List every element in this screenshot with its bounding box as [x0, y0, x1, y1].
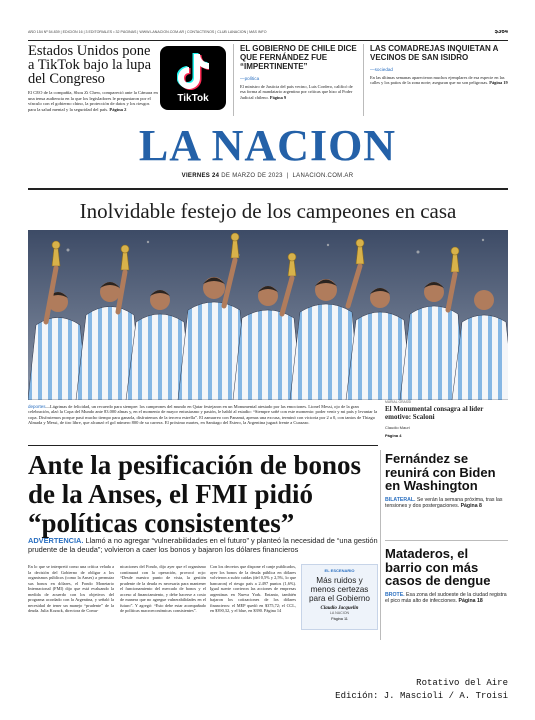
mataderos-tag: BROTE.	[385, 591, 405, 598]
caption-text: —Lágrimas de felicidad, un recuerdo para siempre: los campeones del mundo en Qatar festejaron en un Monumental atestado por las emociones. Lionel Messi, ojo de la gran celebración, alzó la Copa del Mundo ante 83.000 almas y, en el momento de mayor entusiasmo y pasión, le habló al estadio: “Siempre soñé con este momento: poder venir y mi país y levantar la copa. Disfrutemos porque pasó mucho tiempo para ganarla, disfrutemos de la tercera estrella”. El zamarreo con Panamá, apenas una excusa, terminó con victoria por 2 a 0, con tantos de Thiago Almada y Messi, de tiro libre, que alcanzó el gol número 800 de su carrera. El próximo martes, en Santiago del Estero, la Argentina jugará frente a Curazao.	[28, 404, 378, 426]
escenario-box[interactable]	[301, 564, 378, 630]
teaser-chile-title[interactable]: EL GOBIERNO DE CHILE DICE QUE FERNÁNDEZ FUE “IMPERTINENTE”	[240, 44, 357, 71]
main-headline[interactable]: Ante la pesificación de bonos de la Anses, el FMI pidió “políticas consistentes”	[28, 450, 362, 538]
print-note-line2: Edición: J. Mascioli / A. Troisi	[335, 691, 508, 701]
photo-caption	[28, 404, 378, 426]
teaser-comadrejas-body: En las últimas semanas aparecieron muchos ejemplares de esa especie en las calles y los patios de la zona norte; aseguran que no son peligrosas.	[370, 75, 505, 86]
teaser-tiktok-page: Página 2	[109, 106, 127, 112]
date-rest: DE MARZO DE 2023	[221, 173, 283, 179]
divider	[385, 540, 508, 541]
top-rule	[28, 40, 508, 41]
mataderos-story[interactable]	[385, 547, 508, 604]
main-deck	[28, 537, 378, 555]
top-info-bar	[28, 30, 508, 40]
teaser-chile-body: El ministro de Justicia del país vecino, Luis Cordero, calificó de esa forma al mandatario argentino por críticas que hizo al Poder Judicial chileno.	[240, 84, 353, 100]
escenario-source: LA NACION	[329, 611, 350, 615]
teaser-comadrejas-text	[370, 75, 508, 86]
lead-photo[interactable]	[28, 230, 508, 400]
mataderos-text	[385, 592, 508, 605]
teaser-comadrejas-section: —sociedad	[370, 67, 393, 72]
teaser-chile-page: Página 9	[269, 94, 287, 100]
mataderos-body: Esa zona del sudoeste de la ciudad registra el pico más alto de infecciones.	[385, 591, 507, 604]
teaser-tiktok-body: El CEO de la compañía, Shou Zi Chew, compareció ante la Cámara en una tensa audiencia en la que los legisladores le preguntaron por el vínculo con el gobierno chino, la protección de datos y los riesgos para la salud mental y la seguridad del país.	[28, 90, 158, 112]
price-tag: $364	[494, 30, 508, 35]
teaser-comadrejas-title[interactable]: LAS COMADREJAS INQUIETAN A VECINOS DE SAN ISIDRO	[370, 44, 499, 62]
scaloni-page: Página 4	[385, 432, 402, 438]
mataderos-title[interactable]: Mataderos, el barrio con más casos de dengue	[385, 546, 491, 588]
fernandez-title[interactable]: Fernández se reunirá con Biden en Washington	[385, 451, 496, 493]
fernandez-text	[385, 497, 508, 510]
escenario-author: Claudio Jacquelin	[320, 606, 359, 611]
teaser-chile-text	[240, 84, 358, 100]
section-rule	[28, 445, 378, 446]
edition-info: AÑO 154 Nº 54.839 | EDICIÓN 16 | 3 EDITORIALES • 32 PÁGINAS | WWW.LANACION.COM.AR | CONTACTENOS | CLUB LANACION | MÁS INFO	[28, 30, 267, 34]
print-note	[335, 677, 508, 703]
teaser-tiktok-title[interactable]: Estados Unidos pone a TikTok bajo la lupa del Congreso	[28, 43, 152, 87]
photo-credit: MARIAL GRASSI	[385, 400, 412, 404]
divider	[380, 450, 381, 640]
divider	[233, 44, 234, 116]
escenario-title[interactable]: Más ruidos y menos certezas para el Gobierno	[309, 576, 370, 603]
tiktok-note-icon	[177, 52, 209, 90]
teaser-comadrejas-page: Página 19	[489, 80, 508, 86]
teaser-chile[interactable]	[240, 44, 358, 100]
celebration-photo	[28, 230, 508, 400]
teaser-comadrejas[interactable]	[370, 44, 508, 86]
main-deck-text: Llamó a no agregar “vulnerabilidades en el futuro” y planteó la necesidad de “una gestión prudente de la deuda”; volvieron a caer los bonos y bajaron los dólares financieros	[28, 536, 378, 554]
teaser-chile-section: —política	[240, 76, 260, 81]
tiktok-logo-text: TikTok	[177, 93, 209, 104]
scaloni-story[interactable]	[385, 406, 508, 438]
divider	[363, 44, 364, 116]
escenario-tag: EL ESCENARIO	[324, 568, 355, 573]
dateline: VIERNES 24 DE MARZO DE 2023 | LANACION.COM.AR	[181, 173, 354, 179]
masthead-rule	[28, 188, 508, 190]
main-deck-tag: ADVERTENCIA.	[28, 536, 84, 545]
date-day: VIERNES 24	[181, 173, 220, 179]
body-column-2: nicaciones del Fondo, dijo ayer que el organismo continuará con la operación, provocó rojo: “Desde nuestro punto de vista, la gestión prudente de la deuda es necesaria para mantener el funcionamiento del mercado de bonos y el acceso al financiamiento, y debe hacerse a costo de manera que no agregue vulnerabilidades en el futuro”. Y agregó: “Esto debe estar acompañado de políticas macroeconómicas consistentes”.	[120, 564, 206, 613]
scaloni-title[interactable]: El Monumental consagra al líder emotivo: Scaloni	[385, 405, 484, 421]
fernandez-body: Se verán la semana próxima, tras las tensiones y dos postergaciones.	[385, 496, 503, 509]
masthead-logo[interactable]: LA NACION	[138, 121, 397, 170]
tiktok-logo	[160, 46, 226, 110]
teaser-tiktok[interactable]	[28, 44, 158, 112]
escenario-page: Página 11	[331, 617, 348, 621]
print-note-line1: Rotativo del Aire	[416, 678, 508, 688]
caption-section[interactable]: deportes	[28, 404, 46, 409]
fernandez-page: Página 8	[460, 502, 482, 509]
mataderos-page: Página 18	[458, 597, 483, 604]
body-column-1: En lo que se interpretó como una crítica velada a la decisión del Gobierno de obligar a los organismos públicos (como la Anses) a permutar sus bonos en dólares, el Fondo Monetario Internacional (FMI) dijo que está evaluando la medida de acuerdo con los objetivos del programa acordado con la Argentina, y señaló la necesidad de tener un manejo “prudente” de la deuda. Julia Kozack, directora de Comu-	[28, 564, 114, 613]
photo-headline[interactable]: Inolvidable festejo de los campeones en casa	[79, 199, 457, 223]
teaser-tiktok-text	[28, 90, 158, 112]
fernandez-story[interactable]	[385, 452, 508, 509]
fernandez-tag: BILATERAL.	[385, 496, 416, 503]
site-url[interactable]: LANACION.COM.AR	[292, 173, 354, 179]
scaloni-author: Claudio Mauri	[385, 424, 410, 430]
body-column-3: Con los decretos que dispone el canje publicados, ayer los bonos de la deuda pública en dólares volvieron a sufrir caídas (del 0,5% y 2,5%, lo que bancaron) el riesgo país a 2.497 puntos (1,6%). Igual suerte corrieron las acciones de empresas argentinas en Nueva York. Entanto, también bajaron los cotizaciones de los dólares financieros: el MEP quedó en $375,72; el CCL, en $390,32, y el blue, en $390. Página 14	[210, 564, 296, 613]
